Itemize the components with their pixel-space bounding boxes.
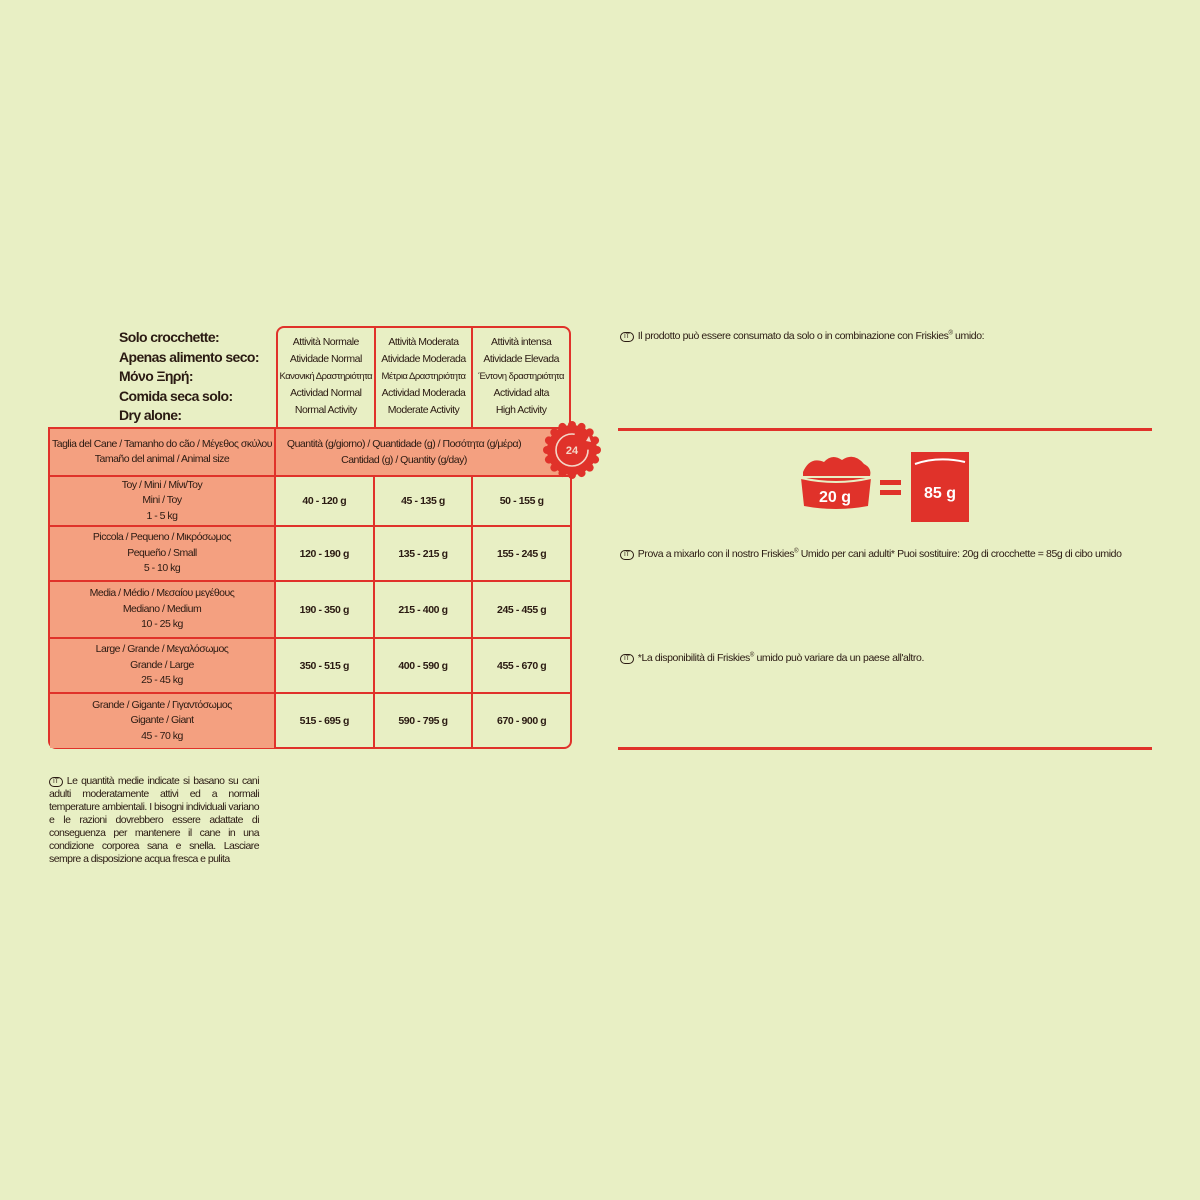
mix-note-text: Prova a mixarlo con il nostro Friskies: [637, 548, 795, 560]
size-cell: [50, 582, 276, 637]
quantity-cell: 40 - 120 g: [302, 495, 347, 507]
badge-label: 24: [565, 445, 579, 457]
size-line: Mediano / Medium: [122, 602, 202, 615]
quantity-header-line: Cantidad (g) / Quantity (g/day): [341, 454, 467, 466]
size-line: 5 - 10 kg: [143, 562, 181, 575]
bowl-icon: [801, 457, 871, 509]
quantity-cell: 155 - 245 g: [471, 527, 570, 580]
size-line: 25 - 45 kg: [141, 674, 183, 687]
size-header-line: Taglia del Cane / Tamanho do cão / Μέγεθος σκύλου: [52, 437, 272, 450]
heading-line: Μόνο Ξηρή:: [119, 368, 193, 384]
availability-note-text: umido può variare da un paese all'altro.: [753, 652, 924, 664]
size-line: Mini / Toy: [142, 494, 182, 507]
heading-line: Apenas alimento seco:: [119, 348, 259, 365]
language-badge: IT: [49, 777, 63, 787]
table-row: [50, 639, 570, 694]
size-cell: [50, 477, 276, 525]
activity-label: Actividad Moderada: [381, 387, 466, 399]
quantity-cell: 215 - 400 g: [373, 582, 472, 637]
activity-label: Atividade Elevada: [483, 353, 559, 365]
activity-label: Κανονική Δραστηριότητα: [279, 371, 373, 382]
size-cell: [50, 694, 276, 748]
quantity-cell: 590 - 795 g: [373, 694, 472, 748]
divider-bottom: [618, 747, 1152, 750]
heading-line: Dry alone:: [119, 407, 182, 423]
product-note-text: umido:: [952, 330, 985, 342]
quantity-cell: 350 - 515 g: [299, 659, 349, 672]
quantity-header-line: Quantità (g/giorno) / Quantidade (g) / Ποσότητα (g/μέρα): [286, 438, 522, 450]
equivalence-graphic: [798, 450, 978, 530]
size-cell: [50, 527, 276, 580]
table-note-text: Le quantità medie indicate si basano su cani adulti moderatamente attivi ed a normali temperature ambientali. I bisogni individuali variano e le razioni dovrebbero essere adattate di conseguenza per mantenere il cane in una condizione corporea sana e snella. Lasciare sempre a disposizione acqua fresca e pulita: [49, 775, 259, 865]
table-row: [50, 582, 570, 639]
quantity-cell: 135 - 215 g: [373, 527, 472, 580]
size-line: Piccola / Pequeno / Μικρόσωμος: [92, 531, 232, 544]
activity-normal: [278, 328, 374, 427]
availability-note: [620, 652, 924, 664]
activity-label: Moderate Activity: [387, 404, 460, 416]
quantity-header: [276, 429, 570, 475]
mix-note: [620, 548, 1122, 560]
quantity-cell: 670 - 900 g: [471, 694, 570, 748]
quantity-cell: 400 - 590 g: [373, 639, 472, 692]
product-note: [620, 330, 984, 342]
quantity-cell: 515 - 695 g: [299, 715, 349, 727]
table-row: [50, 477, 570, 527]
size-header: [50, 429, 276, 475]
size-line: Grande / Gigante / Γιγαντόσωμος: [92, 698, 232, 711]
activity-moderate: [374, 328, 472, 427]
size-line: 10 - 25 kg: [141, 618, 183, 631]
size-line: 45 - 70 kg: [141, 729, 183, 742]
dry-alone-heading: [119, 328, 289, 426]
product-note-text: Il prodotto può essere consumato da solo o in combinazione con Friskies: [637, 330, 949, 342]
size-line: Large / Grande / Μεγαλόσωμος: [95, 643, 229, 656]
quantity-cell: 50 - 155 g: [471, 477, 570, 525]
pouch-icon: [911, 452, 969, 522]
availability-note-text: *La disponibilità di Friskies: [637, 652, 750, 664]
table-row: [50, 527, 570, 582]
activity-label: Μέτρια Δραστηριότητα: [381, 371, 466, 382]
language-badge: IT: [620, 550, 634, 560]
activity-label: Actividad Normal: [290, 387, 362, 399]
activity-label: Attività Moderata: [388, 336, 459, 348]
size-line: 1 - 5 kg: [146, 509, 178, 522]
size-line: Grande / Large: [130, 658, 194, 671]
size-line: Gigante / Giant: [130, 714, 194, 727]
registered-mark: ®: [794, 548, 799, 555]
feeding-table: [48, 427, 572, 749]
size-line: Pequeño / Small: [127, 546, 197, 559]
activity-label: Atividade Normal: [289, 353, 362, 365]
size-line: Media / Médio / Μεσαίου μεγέθους: [89, 587, 235, 600]
activity-label: Έντονη δραστηριότητα: [478, 371, 565, 382]
table-row: [50, 694, 570, 748]
quantity-cell: 190 - 350 g: [299, 603, 349, 616]
activity-header: [276, 326, 571, 427]
registered-mark: ®: [749, 652, 754, 659]
registered-mark: ®: [948, 330, 953, 337]
activity-label: Actividad alta: [493, 387, 549, 399]
dry-amount: 20 g: [818, 489, 852, 506]
mix-note-text: Umido per cani adulti* Puoi sostituire: 20g di crocchette = 85g di cibo umido: [798, 548, 1122, 560]
activity-label: Attività intensa: [491, 336, 552, 348]
equals-icon: [880, 480, 901, 495]
size-cell: [50, 639, 276, 692]
wet-amount: 85 g: [923, 485, 957, 502]
size-line: Toy / Mini / Μίνι/Toy: [121, 478, 203, 491]
activity-label: High Activity: [495, 404, 547, 416]
activity-label: Normal Activity: [294, 404, 357, 416]
table-note: [49, 775, 259, 866]
size-header-line: Tamaño del animal / Animal size: [94, 453, 230, 465]
quantity-cell: 45 - 135 g: [373, 477, 472, 525]
activity-high: [471, 328, 569, 427]
table-header-row: [50, 429, 570, 477]
clock-24-icon: [541, 419, 603, 481]
language-badge: IT: [620, 332, 634, 342]
table-body: [50, 477, 570, 748]
divider-top: [618, 428, 1152, 431]
language-badge: IT: [620, 654, 634, 664]
quantity-cell: 120 - 190 g: [299, 547, 349, 560]
heading-line: Solo crocchette:: [119, 329, 220, 345]
quantity-cell: 455 - 670 g: [471, 639, 570, 692]
heading-line: Comida seca solo:: [119, 387, 233, 404]
activity-label: Attività Normale: [292, 336, 359, 348]
activity-label: Atividade Moderada: [381, 353, 466, 365]
quantity-cell: 245 - 455 g: [471, 582, 570, 637]
